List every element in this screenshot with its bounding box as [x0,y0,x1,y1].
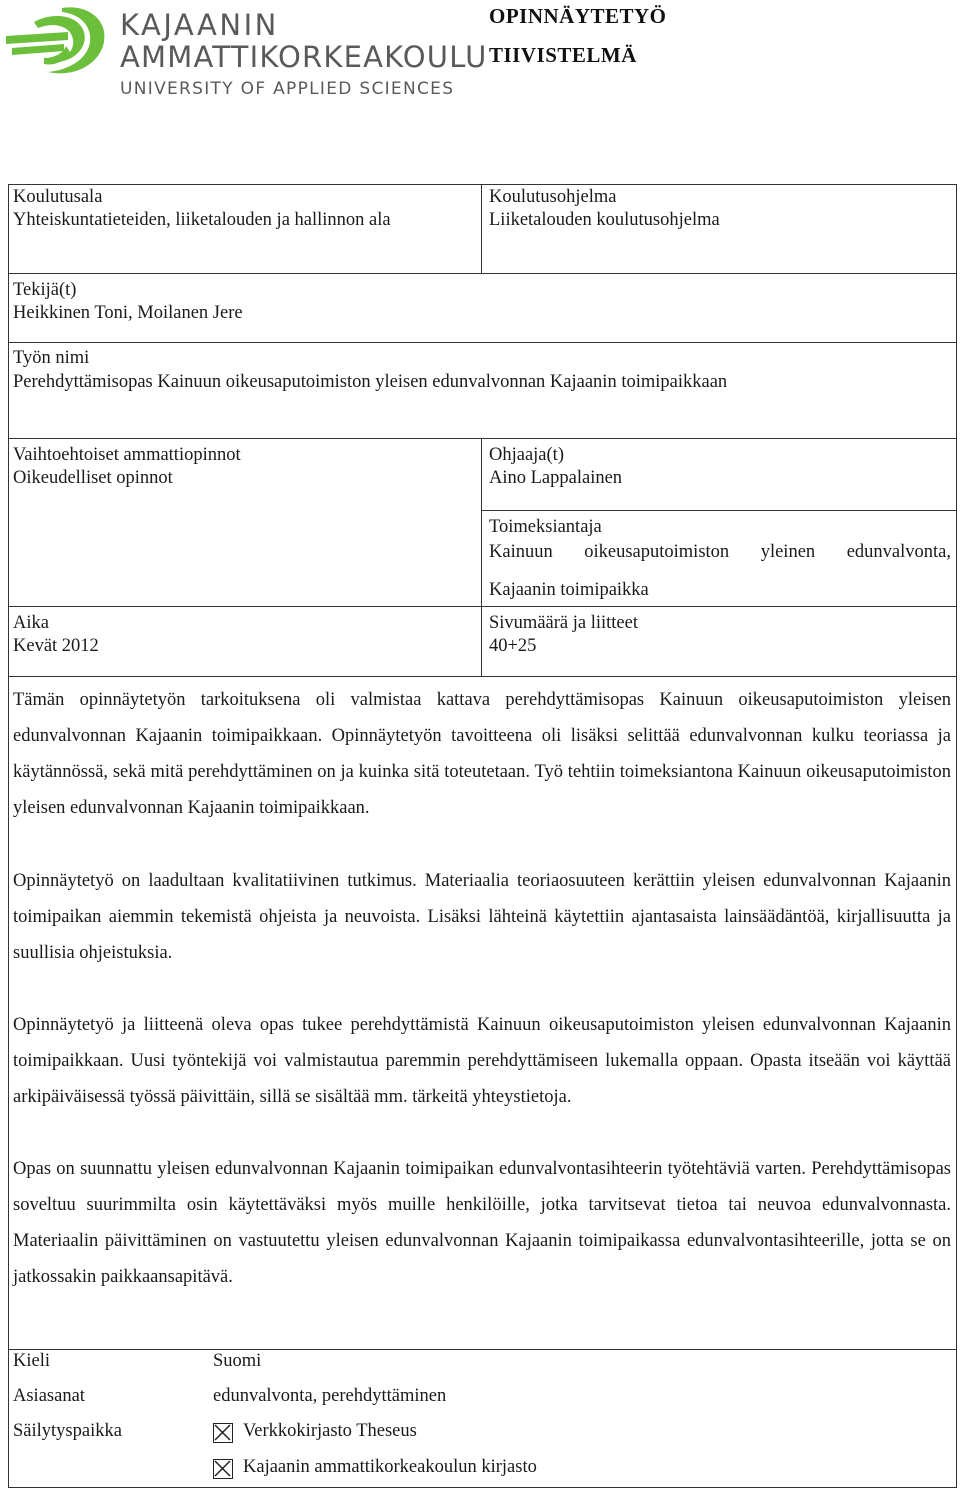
divider [8,1349,957,1350]
kamk-logo-icon [4,2,108,80]
field-value-tyon-nimi: Perehdyttämisopas Kainuun oikeusaputoimiston yleisen edunvalvonnan Kajaanin toimipaikkaan [13,372,728,392]
logo-text-line1: KAJAANIN [120,8,279,42]
library-checkbox[interactable] [213,1459,233,1479]
abstract-paragraph: Tämän opinnäytetyön tarkoituksena oli valmistaa kattava perehdyttämisopas Kainuun oikeusaputoimiston yleisen edunvalvonnan Kajaanin toimipaikkaan. Opinnäytetyön tavoitteena oli lisäksi selittää edunvalvonnan kulku teoriassa ja käytännössä, sekä mitä perehdyttäminen on ja kuinka sitä toteutetaan. Työ tehtiin toimeksiantona Kainuun oikeusaputoimiston yleisen edunvalvonnan Kajaanin toimipaikkaan. [13,690,951,818]
field-value-sivumaara: 40+25 [489,636,537,656]
field-value-ohjaaja: Aino Lappalainen [489,468,623,488]
abstract-paragraph: Opinnäytetyö ja liitteenä oleva opas tukee perehdyttämistä Kainuun oikeusaputoimiston yleisen edunvalvonnan Kajaanin toimipaikkaan. Uusi työntekijä voi valmistautua paremmin perehdyttämiseen lukemalla oppaan. Opasta itseään voi käyttää arkipäiväisessä työssä päivittäin, sillä se sisältää mm. tärkeitä yhteystietoja. [13,1015,951,1107]
divider [8,438,957,439]
abstract-paragraph: Opinnäytetyö on laadultaan kvalitatiivinen tutkimus. Materiaalia teoriaosuuteen kerättiin yleisen edunvalvonnan Kajaanin toimipaikan aiemmin tekemistä ohjeista ja neuvoista. Lisäksi lähteinä käytettiin ajantasaista lainsäädäntöä, kirjallisuutta ja suullisia ohjeistuksia. [13,871,951,963]
divider [8,273,957,274]
divider [481,510,957,511]
field-label-koulutusala: Koulutusala [13,187,103,207]
divider [481,438,482,676]
keyword-value-asiasanat: edunvalvonta, perehdyttäminen [213,1386,447,1406]
keyword-label-asiasanat: Asiasanat [13,1386,85,1406]
field-label-aika: Aika [13,613,49,633]
logo-text-line2: AMMATTIKORKEAKOULU [120,40,488,74]
checkbox-cross-icon [214,1460,231,1477]
field-value-koulutusohjelma: Liiketalouden koulutusohjelma [489,210,720,230]
field-value-tekijat: Heikkinen Toni, Moilanen Jere [13,303,243,323]
logo-text-line3: UNIVERSITY OF APPLIED SCIENCES [120,79,455,99]
field-value-vaihtoehtoiset: Oikeudelliset opinnot [13,468,173,488]
divider [8,676,957,677]
divider [8,606,957,607]
keyword-value-kieli: Suomi [213,1351,262,1371]
checkbox-label-library: Kajaanin ammattikorkeakoulun kirjasto [243,1457,537,1477]
theseus-checkbox[interactable] [213,1423,233,1443]
field-label-tekijat: Tekijä(t) [13,280,77,300]
field-label-tyon-nimi: Työn nimi [13,348,90,368]
divider [8,342,957,343]
field-value-koulutusala: Yhteiskuntatieteiden, liiketalouden ja hallinnon ala [13,210,391,230]
field-label-vaihtoehtoiset: Vaihtoehtoiset ammattiopinnot [13,445,241,465]
checkbox-cross-icon [214,1424,231,1441]
abstract-paragraph: Opas on suunnattu yleisen edunvalvonnan Kajaanin toimipaikan edunvalvontasihteerin työtehtäviä varten. Perehdyttämisopas soveltuu suurimmilta osin käytettäväksi myös muille henkilöille, jotka tarvitsevat tietoa tai neuvoa edunvalvonnasta. Materiaalin päivittäminen on vastuutettu yleisen edunvalvonnan Kajaanin toimipaikassa edunvalvontasihteerille, jotta se on jatkossakin paikkaansapitävä. [13,1159,951,1287]
checkbox-label-theseus: Verkkokirjasto Theseus [243,1421,417,1441]
field-value-toimeksiantaja-line1: Kainuun oikeusaputoimiston yleinen edunvalvonta, [489,542,951,562]
field-label-koulutusohjelma: Koulutusohjelma [489,187,617,207]
keyword-label-sailytyspaikka: Säilytyspaikka [13,1421,122,1441]
field-value-aika: Kevät 2012 [13,636,99,656]
document-type-title: OPINNÄYTETYÖ [489,4,667,28]
field-label-toimeksiantaja: Toimeksiantaja [489,517,602,537]
field-value-toimeksiantaja-line2: Kajaanin toimipaikka [489,580,649,600]
divider [481,184,482,273]
document-type-subtitle: TIIVISTELMÄ [489,43,637,67]
field-label-ohjaaja: Ohjaaja(t) [489,445,564,465]
keyword-label-kieli: Kieli [13,1351,50,1371]
field-label-sivumaara: Sivumäärä ja liitteet [489,613,638,633]
